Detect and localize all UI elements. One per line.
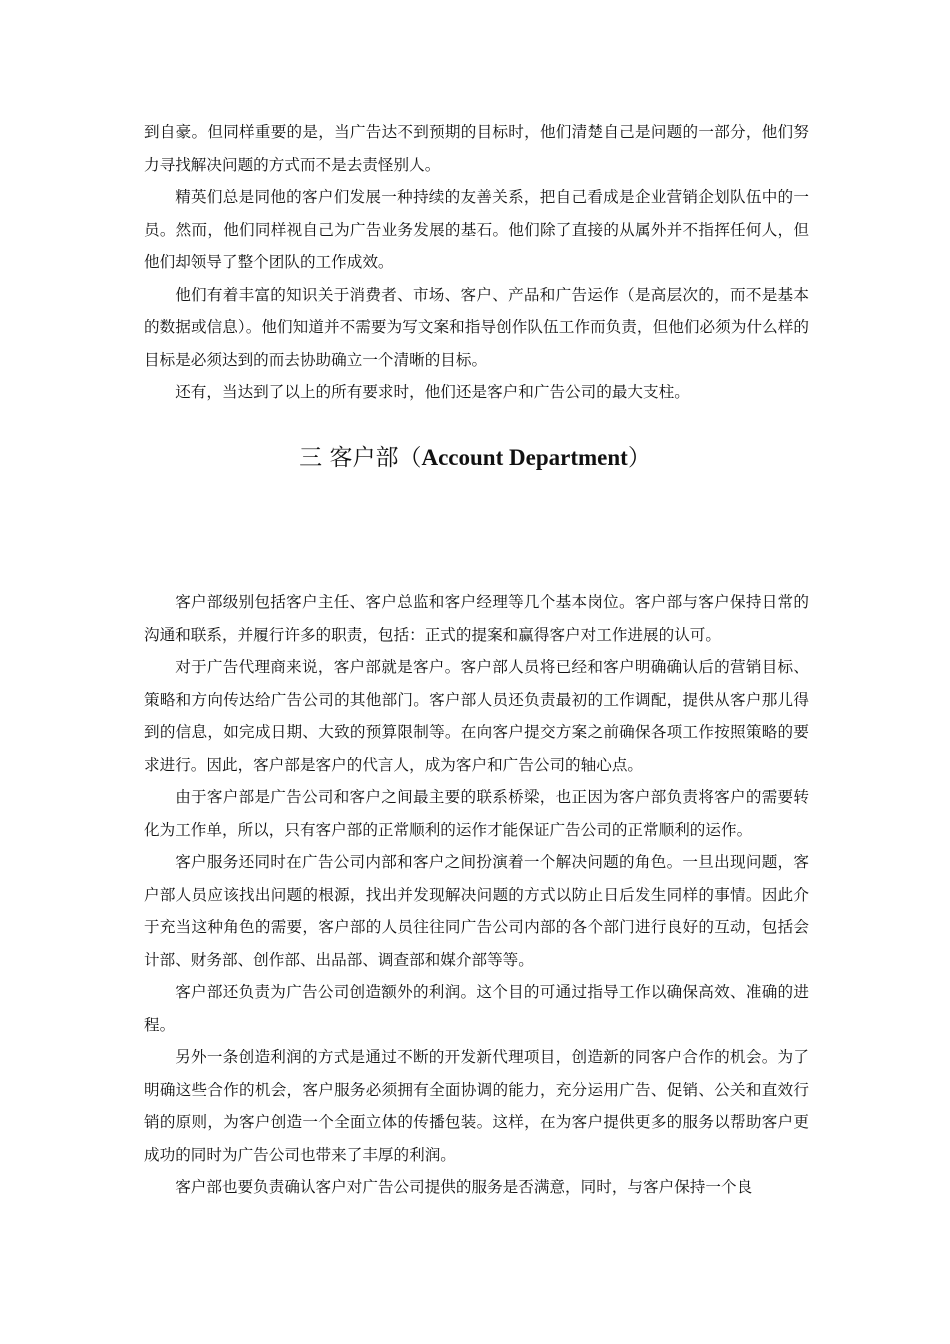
- paragraph: 还有，当达到了以上的所有要求时，他们还是客户和广告公司的最大支柱。: [175, 383, 690, 401]
- paragraph: 客户部还负责为广告公司创造额外的利润。这个目的可通过指导工作以确保高效、准确的进程。: [144, 983, 809, 1034]
- account-department-text-block: [144, 586, 809, 1204]
- continued-paragraph: 到自豪。但同样重要的是，当广告达不到预期的目标时，他们清楚自己是问题的一部分，他们努力寻找解决问题的方式而不是去责怪别人。: [144, 123, 809, 174]
- top-text-block: [144, 116, 809, 409]
- paragraph: 另外一条创造利润的方式是通过不断的开发新代理项目，创造新的同客户合作的机会。为了明确这些合作的机会，客户服务必须拥有全面协调的能力，充分运用广告、促销、公关和直效行销的原则，为客户创造一个全面立体的传播包装。这样，在为客户提供更多的服务以帮助客户更成功的同时为广告公司也带来了丰厚的利润。: [144, 1048, 809, 1164]
- paragraph: 客户部级别包括客户主任、客户总监和客户经理等几个基本岗位。客户部与客户保持日常的沟通和联系，并履行许多的职责，包括：正式的提案和赢得客户对工作进展的认可。: [144, 593, 809, 644]
- section-heading-prefix: 三 客户部（: [299, 445, 422, 471]
- paragraph: 对于广告代理商来说，客户部就是客户。客户部人员将已经和客户明确确认后的营销目标、策略和方向传达给广告公司的其他部门。客户部人员还负责最初的工作调配，提供从客户那儿得到的信息，如完成日期、大致的预算限制等。在向客户提交方案之前确保各项工作按照策略的要求进行。因此，客户部是客户的代言人，成为客户和广告公司的轴心点。: [144, 658, 809, 774]
- paragraph: 他们有着丰富的知识关于消费者、市场、客户、产品和广告运作（是高层次的，而不是基本的数据或信息）。他们知道并不需要为写文案和指导创作队伍工作而负责，但他们必须为什么样的目标是必须达到的而去协助确立一个清晰的目标。: [144, 285, 809, 369]
- paragraph: 由于客户部是广告公司和客户之间最主要的联系桥梁，也正因为客户部负责将客户的需要转化为工作单，所以，只有客户部的正常顺利的运作才能保证广告公司的正常顺利的运作。: [144, 788, 809, 839]
- paragraph: 客户服务还同时在广告公司内部和客户之间扮演着一个解决问题的角色。一旦出现问题，客户部人员应该找出问题的根源，找出并发现解决问题的方式以防止日后发生同样的事情。因此介于充当这种角色的需要，客户部的人员往往同广告公司内部的各个部门进行良好的互动，包括会计部、财务部、创作部、出品部、调查部和媒介部等等。: [144, 853, 809, 969]
- section-heading: [0, 438, 950, 478]
- section-heading-suffix: ）: [627, 445, 651, 471]
- section-heading-english: Account Department: [421, 445, 628, 470]
- paragraph: 精英们总是同他的客户们发展一种持续的友善关系，把自己看成是企业营销企划队伍中的一员。然而，他们同样视自己为广告业务发展的基石。他们除了直接的从属外并不指挥任何人，但他们却领导了整个团队的工作成效。: [144, 188, 809, 271]
- paragraph: 客户部也要负责确认客户对广告公司提供的服务是否满意，同时，与客户保持一个良: [175, 1178, 753, 1196]
